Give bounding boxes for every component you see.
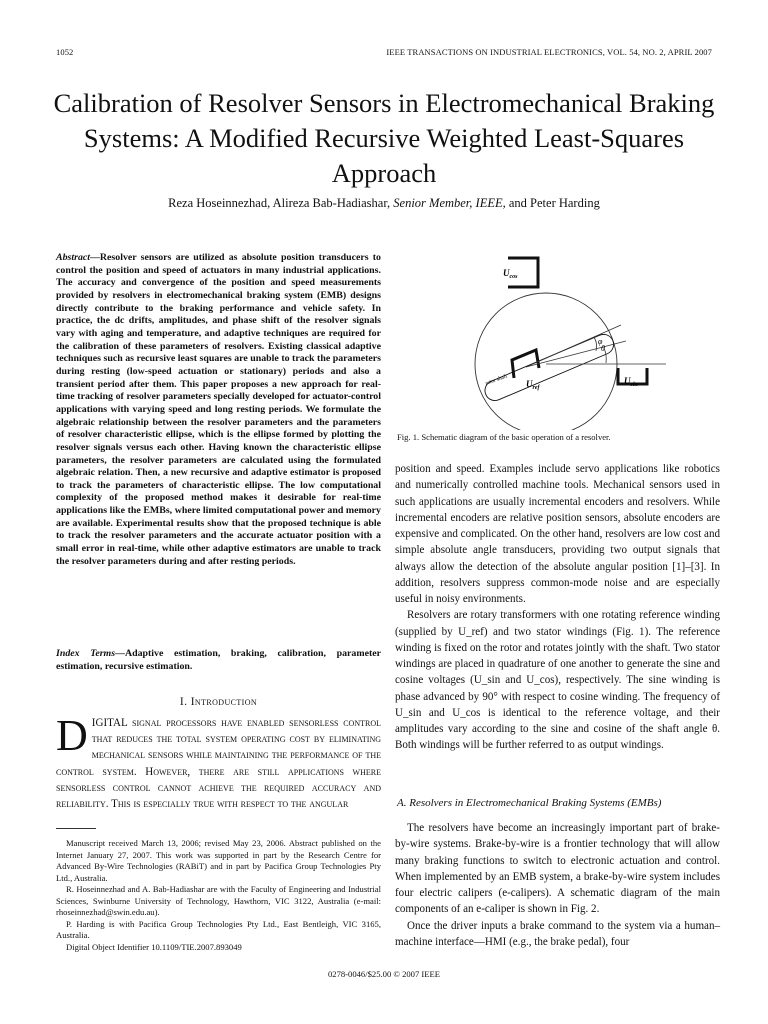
author-list [40, 196, 728, 211]
index-terms-text: —Adaptive estimation, braking, calibration, parameter estimation, recursive estimation. [56, 648, 382, 672]
copyright-footer: 0278-0046/$25.00 © 2007 IEEE [327, 969, 441, 979]
ref-winding-shape [512, 350, 539, 378]
figure-1-caption: Fig. 1. Schematic diagram of the basic operation of a resolver. [397, 432, 611, 442]
ucos-label: $U_{cos}$ [503, 268, 518, 280]
journal-header: IEEE TRANSACTIONS ON INDUSTRIAL ELECTRONICS, VOL. 54, NO. 2, APRIL 2007 [386, 47, 712, 57]
usin-label: $U_{sin}$ [624, 376, 638, 388]
section-number: I. [179, 696, 188, 708]
authors-names: Reza Hoseinnezhad, Alireza Bab-Hadiashar, [168, 196, 391, 210]
resolver-schematic-figure [466, 252, 686, 430]
body-paragraph-4: Once the driver inputs a brake command to the system via a human–machine interface—HMI (e.g., the brake pedal), four [395, 919, 720, 949]
paper-title: Calibration of Resolver Sensors in Electromechanical Braking Systems: A Modified Recursive Weighted Least-Squares Approach [53, 88, 715, 188]
footnote-affiliation-1: R. Hoseinnezhad and A. Bab-Hadiashar are with the Faculty of Engineering and Industrial Sciences, Swinburne University of Technology, Hawthorn, VIC 3122, Australia (e-mail: rhoseinnezhad@swin.edu.au). [56, 884, 381, 917]
authors-membership: Senior Member, IEEE, [393, 196, 506, 210]
uref-label: $U_{ref}$ [526, 379, 540, 391]
index-terms [56, 648, 381, 673]
body-paragraph-2: Resolvers are rotary transformers with one rotating reference winding (supplied by U_ref) and two stator windings (Fig. 1). The reference winding is fixed on the rotor and rotates jointly with the shaft. Two stator windings are placed in quadrature of one another to generate the sine and cosine voltages (U_sin and U_cos), respectively. The sine winding is phase advanced by 90° with respect to cosine winding. The frequency of U_sin and U_cos is identical to the reference voltage, and their amplitudes vary according to the sine and cosine of the shaft angle θ. Both windings will be further referred to as output windings. [395, 609, 720, 752]
footnote-manuscript: Manuscript received March 13, 2006; revised May 23, 2006. Abstract published on the Internet January 27, 2007. This work was supported in part by the Research Centre for Advanced By-Wire Technologies (RABiT) and in part by Pacifica Group Technologies Pty Ltd., Australia. [56, 838, 381, 883]
footnote-affiliation-2: P. Harding is with Pacifica Group Technologies Pty Ltd., East Bentleigh, VIC 3165, Australia. [56, 918, 381, 940]
subsection-heading-emb: A. Resolvers in Electromechanical Braking Systems (EMBs) [397, 797, 662, 809]
footnote-doi: Digital Object Identifier 10.1109/TIE.2007.893049 [66, 941, 242, 952]
right-column-body [395, 461, 720, 754]
body-paragraph-3: The resolvers have become an increasingly important part of brake-by-wire systems. Brake-by-wire is a frontier technology that will allow many braking functions to switch to electronic actuation and control. When implemented by an EMB system, a brake-by-wire system includes four electric calipers (e-calipers). A schematic diagram of the main components of an e-caliper is shown in Fig. 2. [395, 822, 720, 916]
theta-label: θ [601, 344, 605, 353]
section-title: Introduction [190, 696, 258, 708]
section-heading-introduction [56, 696, 381, 708]
intro-text: IGITAL signal processors have enabled sensorless control that reduces the total system operating cost by eliminating mechanical sensors while maintaining the performance of the control system. However, there are still applications where sensorless control cannot achieve the required accuracy and reliability. This is especially true with respect to the angular [56, 717, 381, 811]
abstract [56, 252, 381, 568]
footnote-divider [56, 828, 96, 829]
authors-last: and Peter Harding [508, 196, 600, 210]
phi-label: φ [598, 337, 603, 346]
page-number: 1052 [56, 47, 74, 57]
abstract-label: Abstract [56, 252, 91, 263]
drop-cap: D [56, 711, 88, 760]
footnotes [56, 838, 381, 953]
body-paragraph-1: position and speed. Examples include servo applications like robotics and numerically controlled machine tools. Mechanical sensors used in such applications are usually incremental encoders and resolvers. While incremental encoders are relative position sensors, absolute encoders are expensive and complicated. On the other hand, resolvers are low cost and simple absolute angle transducers, providing two output signals that always allow the detection of the absolute angular position [1]–[3]. In addition, resolvers suppress common-mode noise and are especially useful in noisy environments. [395, 463, 720, 605]
index-terms-label: Index Terms [56, 648, 116, 659]
introduction-paragraph [56, 711, 381, 812]
abstract-text: —Resolver sensors are utilized as absolute position transducers to control the position and speed of actuators in many industrial applications. The accuracy and convergence of the position and speed measurements provided by resolvers in electromechanical braking system (EMB) designs directly contribute to the braking performance and vehicle safety. In practice, the dc drifts, amplitudes, and phase shift of the resolver signals vary with aging and temperature, and adaptive techniques are required for the calibration of these parameters of resolvers. Existing classical adaptive techniques such as recursive least squares are unable to track the parameters during resting (low-speed actuation or stationary) periods and also a transient period after them. This paper proposes a new approach for real-time tracking of resolver parameters specially developed for actuator-control applications with varying speed and long resting periods. We formulate the algebraic relationship between the resolver parameters and the parameters of resolver characteristic ellipse, which is the ellipse formed by plotting the resolver signals versus each other. Having known the characteristic ellipse parameters, the resolver parameters are calculated using the formulated algebraic relation. Then, a new recursive and adaptive estimator is proposed to track the parameters of characteristic ellipse. The low computational complexity of the proposed method makes it desirable for real-time applications like the EMBs, where limited computational power and memory are available. Experimental results show that the proposed technique is able to track the resolver parameters and the accurate actuator position with a small error in real-time, while other adaptive estimators are unable to track the resolver parameters during and after resting periods. [56, 252, 381, 567]
cos-winding-shape [508, 258, 538, 287]
rotor-shaft-label: rotor shaft [484, 373, 509, 387]
right-column-body-2 [395, 820, 720, 950]
